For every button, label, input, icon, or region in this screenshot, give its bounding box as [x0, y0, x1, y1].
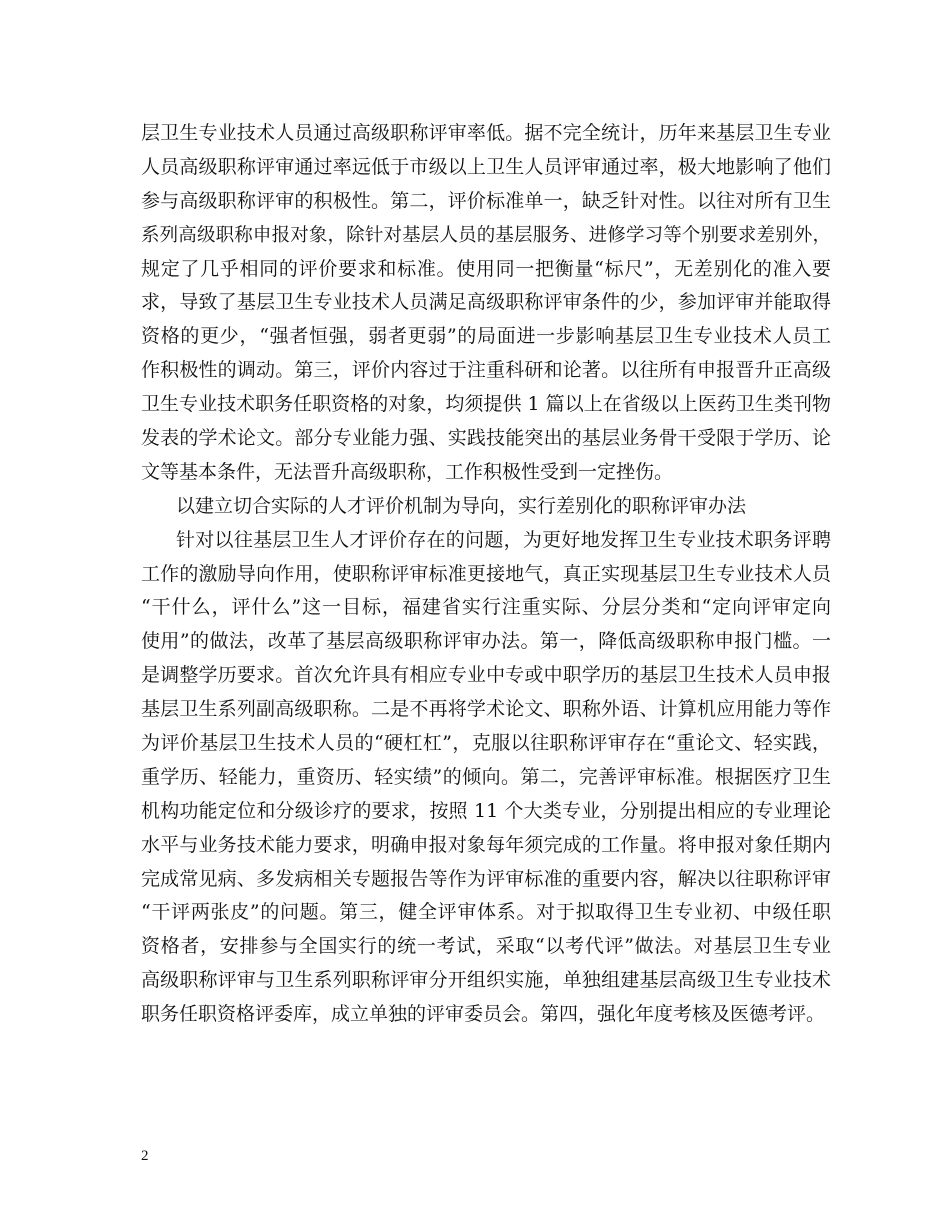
text-line: 求，导致了基层卫生专业技术人员满足高级职称评审条件的少，参加评审并能取得	[141, 291, 831, 314]
text-line: 规定了几乎相同的评价要求和标准。使用同一把衡量“标尺”，无差别化的准入要	[141, 257, 831, 280]
text-line: 使用”的做法，改革了基层高级职称评审办法。第一，降低高级职称申报门槛。一	[141, 630, 831, 653]
text-line: 基层卫生系列副高级职称。二是不再将学术论文、职称外语、计算机应用能力等作	[141, 698, 831, 721]
text-line: 重学历、轻能力，重资历、轻实绩”的倾向。第二，完善评审标准。根据医疗卫生	[141, 765, 831, 788]
text-line: 是调整学历要求。首次允许具有相应专业中专或中职学历的基层卫生技术人员申报	[141, 664, 831, 687]
text-line: 针对以往基层卫生人才评价存在的问题，为更好地发挥卫生专业技术职务评聘	[176, 528, 831, 551]
text-line: 资格的更少，“强者恒强，弱者更弱”的局面进一步影响基层卫生专业技术人员工	[141, 325, 831, 348]
text-line: 层卫生专业技术人员通过高级职称评审率低。据不完全统计，历年来基层卫生专业	[141, 122, 831, 144]
text-line: 系列高级职称申报对象，除针对基层人员的基层服务、进修学习等个别要求差别外，	[141, 224, 831, 246]
text-line: 为评价基层卫生技术人员的“硬杠杠”，克服以往职称评审存在“重论文、轻实践，	[141, 732, 831, 755]
text-line: 高级职称评审与卫生系列职称评审分开组织实施，单独组建基层高级卫生专业技术	[141, 969, 831, 992]
text-line: 作积极性的调动。第三，评价内容过于注重科研和论著。以往所有申报晋升正高级	[141, 359, 831, 382]
page-number: 2	[141, 1148, 149, 1164]
text-line: 资格者，安排参与全国实行的统一考试，采取“以考代评”做法。对基层卫生专业	[141, 935, 831, 958]
text-line: 水平与业务技术能力要求，明确申报对象每年须完成的工作量。将申报对象任期内	[141, 833, 831, 856]
text-line: 职务任职资格评委库，成立单独的评审委员会。第四，强化年度考核及医德考评。	[141, 1003, 826, 1026]
text-line: 人员高级职称评审通过率远低于市级以上卫生人员评审通过率，极大地影响了他们	[141, 155, 831, 178]
text-line: “干什么，评什么”这一目标，福建省实行注重实际、分层分类和“定向评审定向	[141, 596, 831, 619]
text-line: 工作的激励导向作用，使职称评审标准更接地气，真正实现基层卫生专业技术人员	[141, 562, 831, 585]
text-line: 文等基本条件，无法晋升高级职称，工作积极性受到一定挫伤。	[141, 460, 674, 483]
text-line: 发表的学术论文。部分专业能力强、实践技能突出的基层业务骨干受限于学历、论	[141, 427, 831, 450]
body-text	[141, 117, 831, 1032]
text-line: 参与高级职称评审的积极性。第二，评价标准单一，缺乏针对性。以往对所有卫生	[141, 189, 831, 212]
text-line: “干评两张皮”的问题。第三，健全评审体系。对于拟取得卫生专业初、中级任职	[141, 901, 831, 924]
text-line: 完成常见病、多发病相关专题报告等作为评审标准的重要内容，解决以往职称评审	[141, 867, 831, 890]
text-line: 卫生专业技术职务任职资格的对象，均须提供 1 篇以上在省级以上医药卫生类刊物	[141, 393, 831, 416]
text-line: 以建立切合实际的人才评价机制为导向，实行差别化的职称评审办法	[176, 494, 747, 517]
text-line: 机构功能定位和分级诊疗的要求，按照 11 个大类专业，分别提出相应的专业理论	[141, 799, 831, 822]
